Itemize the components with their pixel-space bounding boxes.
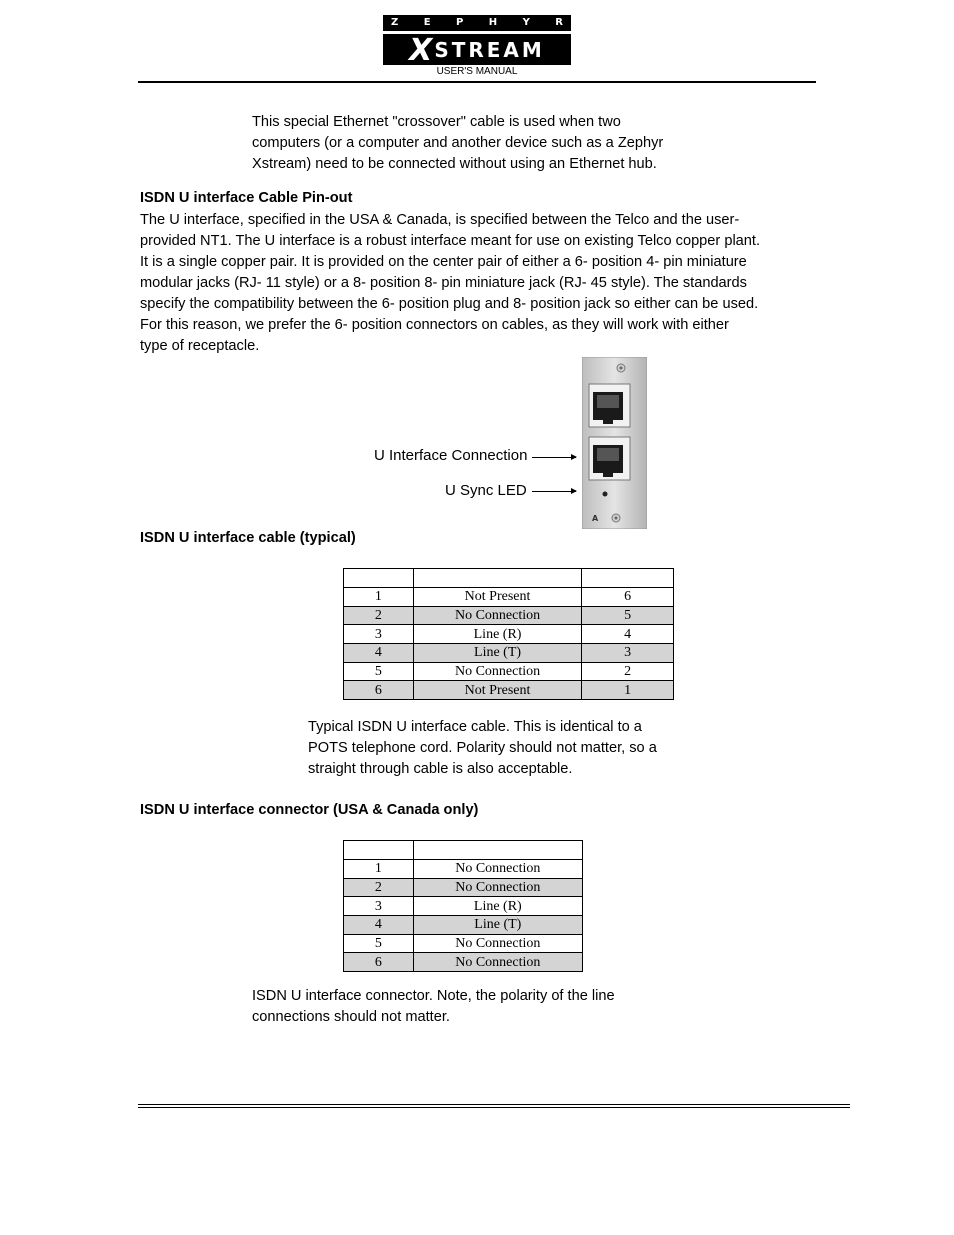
table-row: 4 Line (T): [344, 916, 583, 935]
cable-table-header-cell: [582, 569, 674, 588]
led-arrow-icon: [532, 491, 576, 492]
table-row: 6 No Connection: [344, 953, 583, 972]
pinout-paragraph: The U interface, specified in the USA & Canada, is specified between the Telco and the user- provided NT1. The U interface is a robust interface meant for use on existing Telco copper plant. It is a single copper pair. It is provided on the center pair of either a 6- position 4- pin miniature modular jacks (RJ- 11 style) or a 8- position 8- pin miniature jack (RJ- 45 style). The standards specify the compatibility between the 6- position plug and 8- position jack so either can be used. For this reason, we prefer the 6- position connectors on cables, as they will work with either type of receptacle.: [140, 212, 761, 354]
table-row: 3 Line (R) 4: [344, 625, 674, 644]
cable-caption: Typical ISDN U interface cable. This is identical to a POTS telephone cord. Polarity should not matter, so a straight through cable is also acceptable.: [308, 719, 657, 777]
connector-table-header-cell: [344, 841, 414, 860]
logo-zephyr-letters: Z E P H Y R: [391, 17, 563, 28]
users-manual-label: USER'S MANUAL: [436, 66, 518, 77]
logo-xstream-text: X STREAM: [409, 32, 545, 68]
connector-table-header-cell: [413, 841, 582, 860]
table-row: 1 Not Present 6: [344, 588, 674, 607]
footer-rule-bottom: [138, 1107, 850, 1108]
connector-caption: ISDN U interface connector. Note, the polarity of the line connections should not matter.: [252, 988, 615, 1025]
connection-arrow-icon: [532, 457, 576, 458]
cable-typical-heading: ISDN U interface cable (typical): [140, 530, 356, 546]
panel-letter: A: [592, 514, 599, 523]
table-row: 5 No Connection: [344, 934, 583, 953]
header-rule: [138, 81, 816, 83]
u-interface-connection-label: U Interface Connection: [374, 447, 528, 464]
zephyr-xstream-logo: [383, 15, 571, 68]
crossover-cable-paragraph: This special Ethernet "crossover" cable is used when two computers (or a computer and another device such as a Zephyr Xstream) need to be connected without using an Ethernet hub.: [252, 114, 664, 172]
u-sync-led-label: U Sync LED: [445, 482, 527, 499]
connector-heading: ISDN U interface connector (USA & Canada only): [140, 802, 479, 818]
pinout-heading: ISDN U interface Cable Pin-out: [140, 190, 353, 206]
connector-pinout-table: [343, 840, 583, 972]
table-row: 6 Not Present 1: [344, 681, 674, 700]
table-row: 3 Line (R): [344, 897, 583, 916]
footer-rule-top: [138, 1104, 850, 1105]
table-row: 5 No Connection 2: [344, 662, 674, 681]
table-row: 4 Line (T) 3: [344, 644, 674, 663]
cable-table-header-cell: [413, 569, 582, 588]
table-row: 2 No Connection: [344, 878, 583, 897]
cable-table-header-cell: [344, 569, 414, 588]
isdn-module-panel-photo: [582, 357, 647, 529]
table-row: 2 No Connection 5: [344, 606, 674, 625]
cable-pinout-table: [343, 568, 674, 700]
table-row: 1 No Connection: [344, 860, 583, 879]
